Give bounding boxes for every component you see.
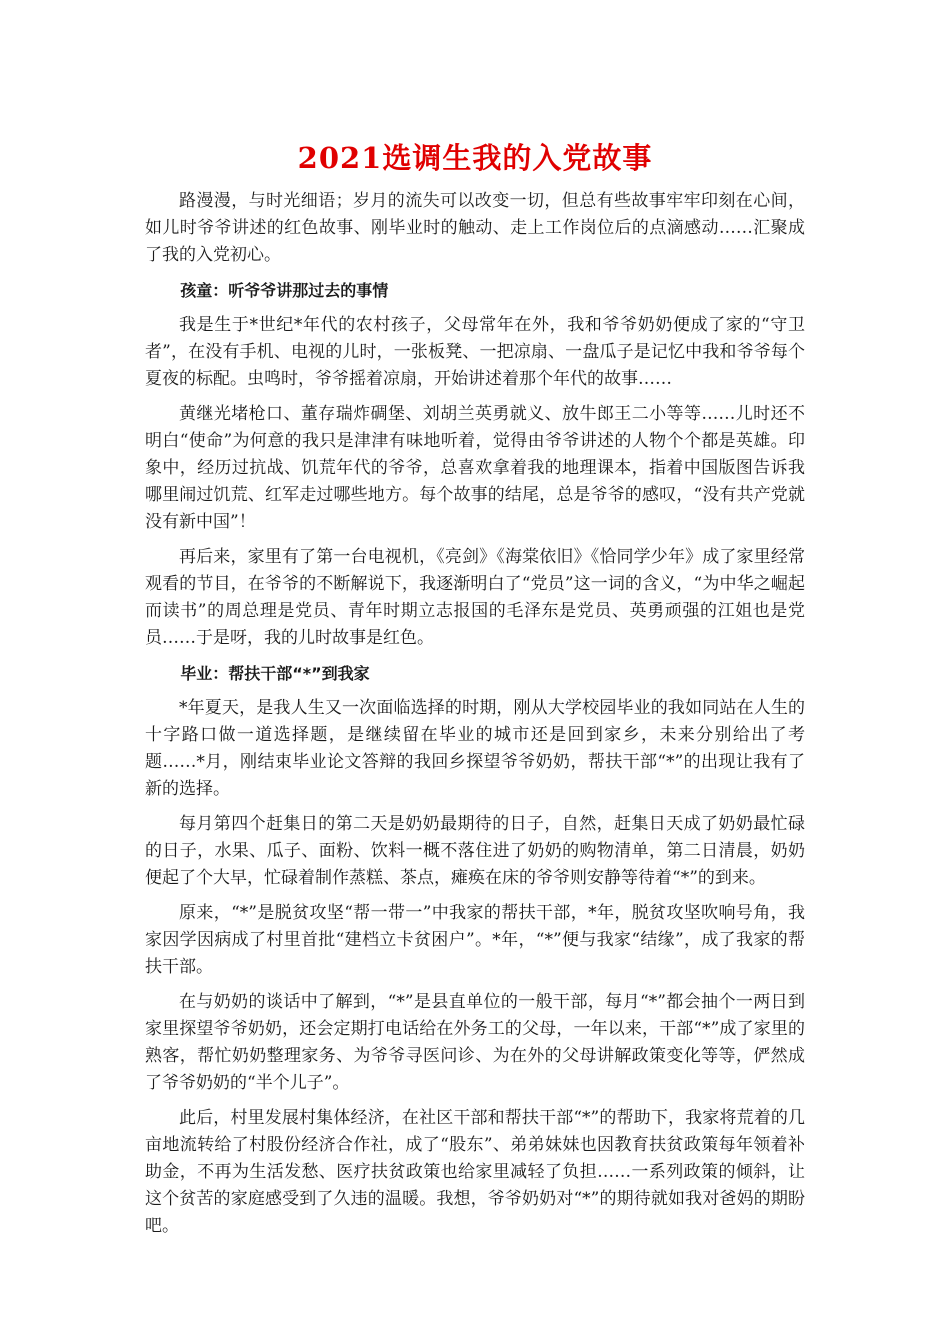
section-heading-graduation: 毕业：帮扶干部“*”到我家 [180, 664, 370, 683]
document-page [145, 138, 805, 1248]
paragraph: *年夏天，是我人生又一次面临选择的时期，刚从大学校园毕业的我如同站在人生的十字路口做一道选择题，是继续留在毕业的城市还是回到家乡，未来分别给出了考题……*月，刚结束毕业论文答辩的我回乡探望爷爷奶奶，帮扶干部“*”的出现让我有了新的选择。 [145, 698, 805, 799]
paragraph: 原来，“*”是脱贫攻坚“帮一带一”中我家的帮扶干部，*年，脱贫攻坚吹响号角，我家因学因病成了村里首批“建档立卡贫困户”。*年，“*”便与我家“结缘”，成了我家的帮扶干部。 [145, 903, 805, 977]
paragraph: 再后来，家里有了第一台电视机，《亮剑》《海棠依旧》《恰同学少年》成了家里经常观看的节目，在爷爷的不断解说下，我逐渐明白了“党员”这一词的含义，“为中华之崛起而读书”的周总理是党员、青年时期立志报国的毛泽东是党员、英勇顽强的江姐也是党员……于是呀，我的儿时故事是红色。 [145, 547, 805, 648]
paragraph: 此后，村里发展村集体经济，在社区干部和帮扶干部“*”的帮助下，我家将荒着的几亩地流转给了村股份经济合作社，成了“股东”、弟弟妹妹也因教育扶贫政策每年领着补助金，不再为生活发愁、医疗扶贫政策也给家里减轻了负担……一系列政策的倾斜，让这个贫苦的家庭感受到了久违的温暖。我想，爷爷奶奶对“*”的期待就如我对爸妈的期盼吧。 [145, 1108, 805, 1236]
paragraph: 在与奶奶的谈话中了解到，“*”是县直单位的一般干部，每月“*”都会抽个一两日到家里探望爷爷奶奶，还会定期打电话给在外务工的父母，一年以来，干部“*”成了家里的熟客，帮忙奶奶整理家务、为爷爷寻医问诊、为在外的父母讲解政策变化等等，俨然成了爷爷奶奶的“半个儿子”。 [145, 992, 805, 1093]
document-title: 2021选调生我的入党故事 [297, 141, 653, 175]
section-heading-childhood: 孩童：听爷爷讲那过去的事情 [180, 281, 389, 300]
paragraph: 黄继光堵枪口、董存瑞炸碉堡、刘胡兰英勇就义、放牛郎王二小等等……儿时还不明白“使命”为何意的我只是津津有味地听着，觉得由爷爷讲述的人物个个都是英雄。印象中，经历过抗战、饥荒年代的爷爷，总喜欢拿着我的地理课本，指着中国版图告诉我哪里闹过饥荒、红军走过哪些地方。每个故事的结尾，总是爷爷的感叹，“没有共产党就没有新中国”！ [145, 404, 805, 532]
paragraph: 每月第四个赶集日的第二天是奶奶最期待的日子，自然，赶集日天成了奶奶最忙碌的日子，水果、瓜子、面粉、饮料一概不落住进了奶奶的购物清单，第二日清晨，奶奶便起了个大早，忙碌着制作蒸糕、茶点，瘫痪在床的爷爷则安静等待着“*”的到来。 [145, 814, 805, 888]
paragraph-intro: 路漫漫，与时光细语；岁月的流失可以改变一切，但总有些故事牢牢印刻在心间，如儿时爷爷讲述的红色故事、刚毕业时的触动、走上工作岗位后的点滴感动……汇聚成了我的入党初心。 [145, 191, 805, 265]
paragraph: 我是生于*世纪*年代的农村孩子，父母常年在外，我和爷爷奶奶便成了家的“守卫者”，在没有手机、电视的儿时，一张板凳、一把凉扇、一盘瓜子是记忆中我和爷爷每个夏夜的标配。虫鸣时，爷爷摇着凉扇，开始讲述着那个年代的故事…… [145, 315, 805, 389]
